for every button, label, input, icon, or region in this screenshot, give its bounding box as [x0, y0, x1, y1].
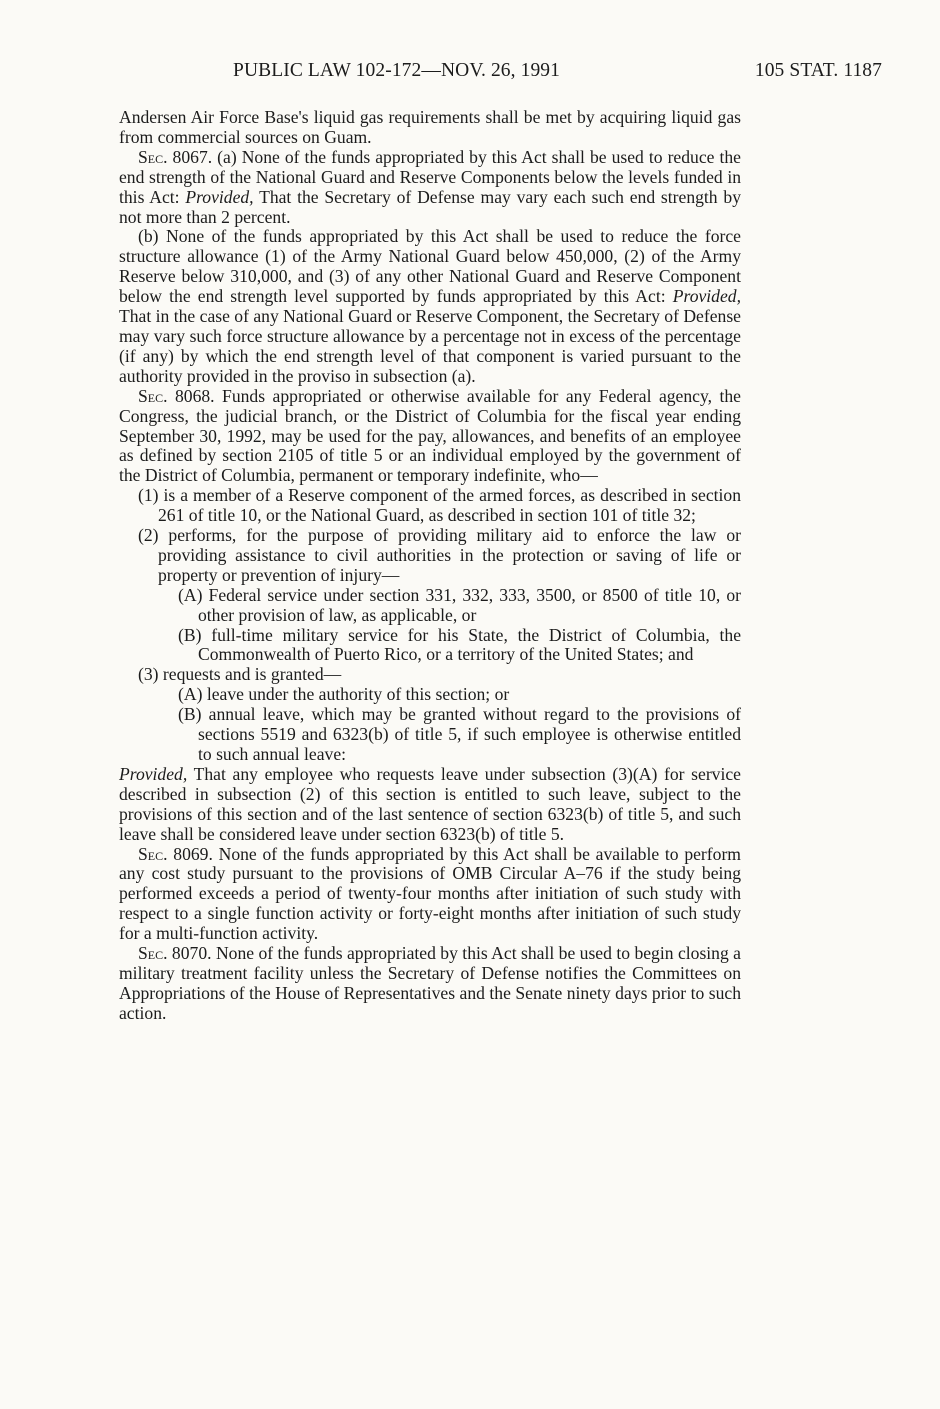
list-item-1: (1) is a member of a Reserve component of the armed forces, as described in section 261 of title 10, or the National Guard, as described in section 101 of title 32; [138, 485, 741, 526]
list-item-2A: (A) Federal service under section 331, 332, 333, 3500, or 8500 of title 10, or other provision of law, as applicable, or [178, 584, 741, 625]
paragraph-andersen: Andersen Air Force Base's liquid gas requirements shall be met by acquiring liquid gas from commercial sources on Guam. [119, 107, 741, 147]
section-label: Sec. 8069. [138, 843, 213, 864]
section-label: Sec. 8068. [138, 385, 215, 406]
section-8069: Sec. 8069. None of the funds appropriated by this Act shall be available to perform any cost study pursuant to the provisions of OMB Circular A–76 if the study being performed exceeds a period of twenty-four months after initiation of such study with respect to a single function activity or forty-eight months after initiation of such study for a multi-function activity. [119, 843, 741, 944]
section-8068: Sec. 8068. Funds appropriated or otherwise available for any Federal agency, the Congress, the judicial branch, or the District of Columbia for the fiscal year ending September 30, 1992, may be used for the pay, allowances, and benefits of an employee as defined by section 2105 of title 5 or an individual employed by the government of the District of Columbia, permanent or temporary indefinite, who— [119, 385, 741, 486]
list-item-2: (2) performs, for the purpose of providing military aid to enforce the law or providing assistance to civil authorities in the protection or saving of life or property or prevention of injury— [138, 525, 741, 585]
list-item-3A: (A) leave under the authority of this section; or [178, 684, 510, 705]
section-8067-a: Sec. 8067. (a) None of the funds appropriated by this Act shall be used to reduce the end strength of the National Guard and Reserve Components below the levels funded in this Act: Provided, That the Secretary of Defense may vary each such end strength by not more than 2 percent. [119, 146, 741, 227]
provided-italic: Provided, [185, 186, 254, 207]
section-label: Sec. 8070. [138, 943, 212, 964]
running-title: PUBLIC LAW 102-172—NOV. 26, 1991 [233, 60, 561, 81]
page-header [0, 60, 940, 90]
proviso: Provided, That any employee who requests leave under subsection (3)(A) for service described in subsection (2) of this section is entitled to such leave, subject to the provisions of this section and of the last sentence of section 6323(b) of title 5, and such leave shall be considered leave under section 6323(b) of title 5. [119, 763, 741, 844]
list-item-2B: (B) full-time military service for his State, the District of Columbia, the Commonwealth of Puerto Rico, or a territory of the United States; and [178, 624, 741, 665]
provided-italic: Provided, [119, 763, 188, 784]
list-item-3: (3) requests and is granted— [138, 664, 342, 685]
page-number: 105 STAT. 1187 [754, 60, 882, 81]
list-item-3B: (B) annual leave, which may be granted without regard to the provisions of sections 5519 and 6323(b) of title 5, if such employee is otherwise entitled to such annual leave: [178, 704, 741, 764]
section-label: Sec. 8067. [138, 146, 213, 167]
body-text [119, 108, 741, 1024]
provided-italic: Provided, [672, 286, 741, 307]
section-8070: Sec. 8070. None of the funds appropriated by this Act shall be used to begin closing a military treatment facility unless the Secretary of Defense notifies the Committees on Appropriations of the House of Representatives and the Senate ninety days prior to such action. [119, 943, 741, 1023]
section-8067-b: (b) None of the funds appropriated by this Act shall be used to reduce the force structure allowance (1) of the Army National Guard below 450,000, (2) of the Army Reserve below 310,000, and (3) of any other National Guard and Reserve Component below the end strength level supported by funds appropriated by this Act: Provided, That in the case of any National Guard or Reserve Component, the Secretary of Defense may vary such force structure allowance by a percentage not in excess of the percentage (if any) by which the end strength level of that component is varied pursuant to the authority provided in the proviso in subsection (a). [119, 226, 741, 386]
